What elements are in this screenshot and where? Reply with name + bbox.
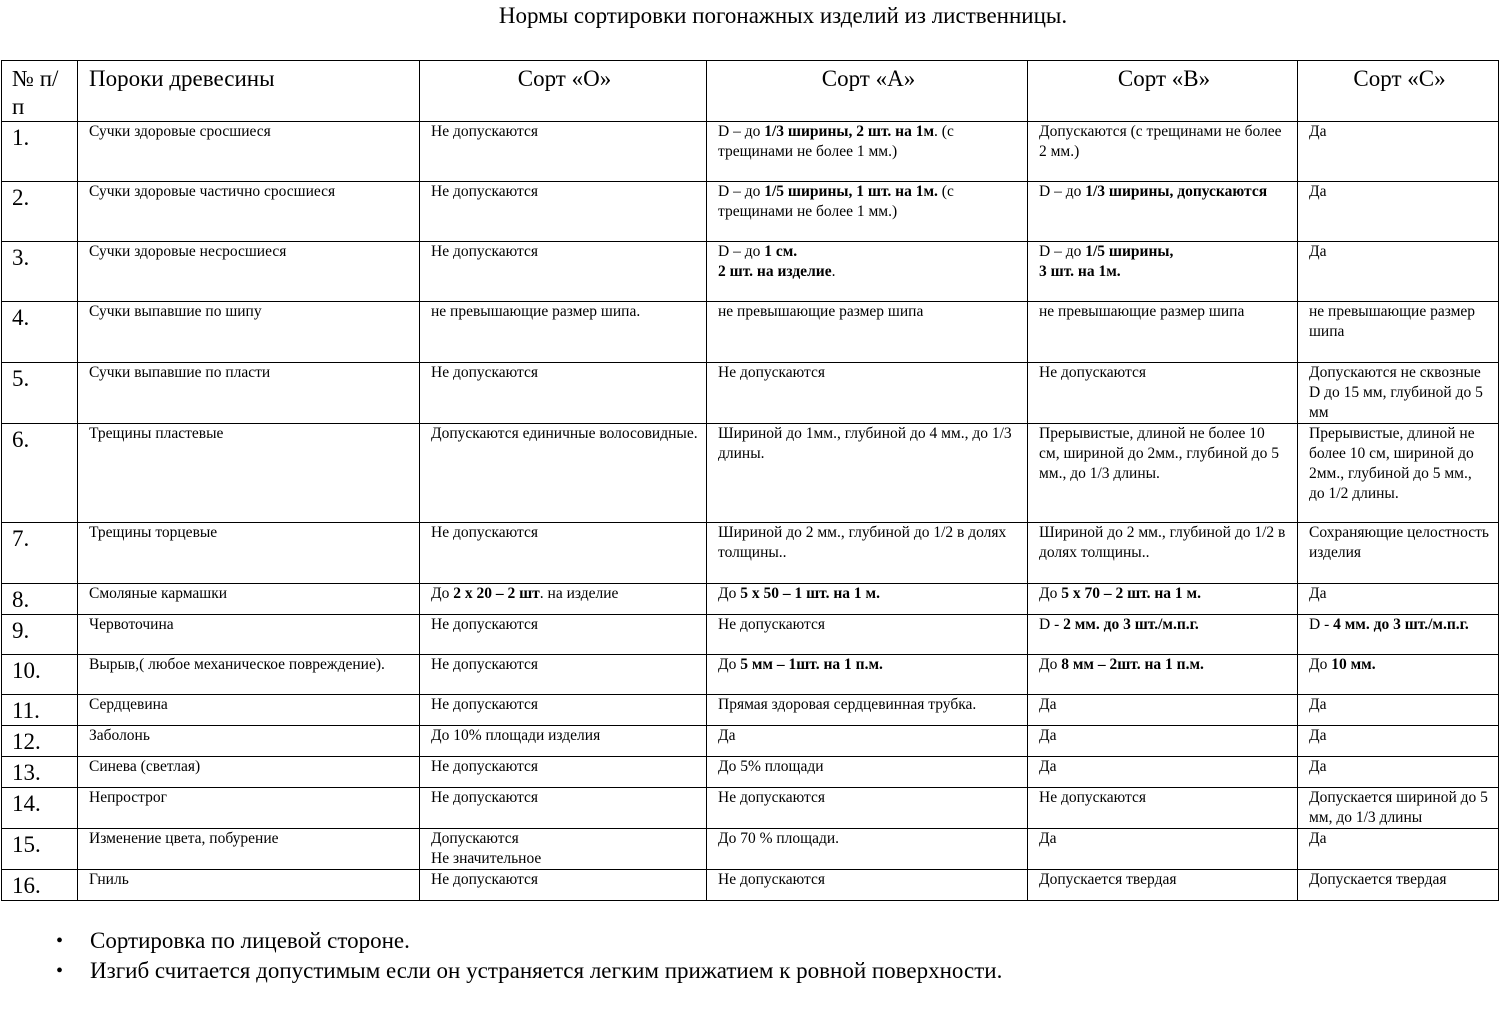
grade-b-cell bbox=[1028, 655, 1298, 695]
cell-text-fragment: Не значительное bbox=[431, 850, 542, 867]
grade-a-cell bbox=[707, 695, 1028, 726]
cell-text-fragment: До bbox=[1309, 656, 1332, 673]
cell-text-fragment: Прерывистые, длиной не более 10 см, шириной до 2мм., глубиной до 5 мм., до 1/3 длины. bbox=[1039, 425, 1279, 482]
table-row bbox=[2, 695, 1499, 726]
grade-a-cell bbox=[707, 757, 1028, 788]
cell-text-fragment: Допускается твердая bbox=[1309, 871, 1447, 888]
defect-name: Смоляные кармашки bbox=[78, 584, 420, 615]
grade-a-cell bbox=[707, 870, 1028, 901]
grade-o-cell bbox=[420, 584, 707, 615]
cell-text-fragment: Да bbox=[1309, 585, 1327, 602]
grade-c-cell bbox=[1298, 788, 1499, 829]
cell-text-fragment: . на изделие bbox=[539, 585, 619, 602]
cell-text-fragment: Допускаются не сквозные D до 15 мм, глубиной до 5 мм bbox=[1309, 364, 1483, 421]
row-number: 14. bbox=[2, 788, 78, 829]
cell-text-fragment: 10 мм. bbox=[1331, 656, 1376, 673]
defect-name: Сучки здоровые частично сросшиеся bbox=[78, 182, 420, 242]
grade-c-cell bbox=[1298, 655, 1499, 695]
grade-o-cell bbox=[420, 870, 707, 901]
header-defect: Пороки древесины bbox=[78, 61, 420, 122]
cell-text-fragment: Да bbox=[1309, 830, 1327, 847]
grade-o-cell bbox=[420, 726, 707, 757]
grade-b-cell bbox=[1028, 584, 1298, 615]
grade-b-cell bbox=[1028, 242, 1298, 302]
defect-name: Трещины торцевые bbox=[78, 523, 420, 584]
cell-text-fragment: Не допускаются bbox=[431, 758, 539, 775]
cell-text-fragment: 2 х 20 – 2 шт bbox=[453, 585, 540, 602]
grade-a-cell bbox=[707, 182, 1028, 242]
table-row bbox=[2, 302, 1499, 363]
cell-text-fragment: Да bbox=[1039, 830, 1057, 847]
cell-text-fragment: не превышающие размер шипа bbox=[1309, 303, 1476, 340]
cell-text-fragment: Допускаются единичные волосовидные. bbox=[431, 425, 698, 442]
cell-text-fragment: Да bbox=[1309, 183, 1327, 200]
cell-text-fragment: 5 х 70 – 2 шт. на 1 м. bbox=[1061, 585, 1201, 602]
grade-b-cell bbox=[1028, 424, 1298, 523]
header-grade-b: Сорт «В» bbox=[1028, 61, 1298, 122]
grade-c-cell bbox=[1298, 695, 1499, 726]
grade-a-cell bbox=[707, 788, 1028, 829]
cell-text-fragment: не превышающие размер шипа bbox=[1039, 303, 1245, 320]
cell-text-fragment: Не допускаются bbox=[431, 696, 539, 713]
note-text: Изгиб считается допустимым если он устраняется легким прижатием к ровной поверхности. bbox=[90, 958, 1003, 983]
cell-text-fragment: D – до bbox=[718, 183, 765, 200]
row-number: 10. bbox=[2, 655, 78, 695]
grade-c-cell bbox=[1298, 584, 1499, 615]
grade-o-cell bbox=[420, 242, 707, 302]
grade-b-cell bbox=[1028, 122, 1298, 182]
table-row bbox=[2, 182, 1499, 242]
cell-text-fragment: Шириной до 2 мм., глубиной до 1/2 в долях толщины.. bbox=[718, 524, 1007, 561]
cell-text-fragment: D – до bbox=[1039, 243, 1086, 260]
table-row bbox=[2, 584, 1499, 615]
grade-a-cell bbox=[707, 726, 1028, 757]
grade-c-cell bbox=[1298, 122, 1499, 182]
grade-a-cell bbox=[707, 424, 1028, 523]
cell-text-fragment: 3 шт. на 1м. bbox=[1039, 263, 1121, 280]
cell-text-fragment: Шириной до 2 мм., глубиной до 1/2 в долях толщины.. bbox=[1039, 524, 1286, 561]
cell-text-fragment: До bbox=[431, 585, 454, 602]
cell-text-fragment: D – до bbox=[718, 123, 765, 140]
header-grade-o: Сорт «О» bbox=[420, 61, 707, 122]
cell-text-fragment: Прямая здоровая сердцевинная трубка. bbox=[718, 696, 977, 713]
grade-o-cell bbox=[420, 302, 707, 363]
cell-text-fragment: 1 см. bbox=[764, 243, 798, 260]
grade-o-cell bbox=[420, 523, 707, 584]
cell-text-fragment: До 10% площади изделия bbox=[431, 727, 601, 744]
cell-text-fragment: Допускается шириной до 5 мм, до 1/3 длины bbox=[1309, 789, 1488, 826]
cell-text-fragment: 8 мм – 2шт. на 1 п.м. bbox=[1061, 656, 1204, 673]
cell-text-fragment: не превышающие размер шипа. bbox=[431, 303, 641, 320]
grade-c-cell bbox=[1298, 615, 1499, 655]
cell-text-fragment: Не допускаются bbox=[431, 656, 539, 673]
table-header-row bbox=[2, 61, 1499, 122]
sorting-norms-table bbox=[1, 60, 1499, 901]
header-grade-a: Сорт «А» bbox=[707, 61, 1028, 122]
cell-text-fragment: Да bbox=[1039, 727, 1057, 744]
grade-o-cell bbox=[420, 695, 707, 726]
table-row bbox=[2, 870, 1499, 901]
cell-text-fragment: D – до bbox=[718, 243, 765, 260]
grade-a-cell bbox=[707, 363, 1028, 424]
cell-text-fragment: 5 мм – 1шт. на 1 п.м. bbox=[740, 656, 883, 673]
table-row bbox=[2, 726, 1499, 757]
defect-name: Сучки выпавшие по шипу bbox=[78, 302, 420, 363]
cell-text-fragment: Не допускаются bbox=[1039, 789, 1147, 806]
cell-text-fragment: Да bbox=[1309, 123, 1327, 140]
grade-c-cell bbox=[1298, 363, 1499, 424]
table-row bbox=[2, 242, 1499, 302]
header-number: № п/п bbox=[2, 61, 78, 122]
defect-name: Червоточина bbox=[78, 615, 420, 655]
note-item bbox=[56, 956, 1002, 986]
row-number: 1. bbox=[2, 122, 78, 182]
cell-text-fragment: Да bbox=[1309, 727, 1327, 744]
cell-text-fragment: 1/3 ширины, 2 шт. на 1м bbox=[764, 123, 935, 140]
grade-b-cell bbox=[1028, 726, 1298, 757]
row-number: 9. bbox=[2, 615, 78, 655]
defect-name: Синева (светлая) bbox=[78, 757, 420, 788]
grade-c-cell bbox=[1298, 242, 1499, 302]
cell-text-fragment: 1/5 ширины, bbox=[1085, 243, 1174, 260]
cell-text-fragment: Не допускаются bbox=[1039, 364, 1147, 381]
cell-text-fragment: Да bbox=[1039, 696, 1057, 713]
cell-text-fragment: Да bbox=[718, 727, 736, 744]
defect-name: Непрострог bbox=[78, 788, 420, 829]
grade-a-cell bbox=[707, 523, 1028, 584]
cell-text-fragment: Не допускаются bbox=[431, 183, 539, 200]
cell-text-fragment: До 70 % площади. bbox=[718, 830, 840, 847]
grade-a-cell bbox=[707, 242, 1028, 302]
cell-text-fragment: Да bbox=[1309, 696, 1327, 713]
cell-text-fragment: Не допускаются bbox=[431, 364, 539, 381]
cell-text-fragment: изделия bbox=[1309, 544, 1362, 561]
grade-o-cell bbox=[420, 829, 707, 870]
cell-text-fragment: До bbox=[718, 585, 741, 602]
cell-text-fragment: Не допускаются bbox=[431, 123, 539, 140]
document-title: Нормы сортировки погонажных изделий из лиственницы. bbox=[498, 3, 1068, 28]
cell-text-fragment: Не допускаются bbox=[431, 524, 539, 541]
grade-c-cell bbox=[1298, 829, 1499, 870]
row-number: 13. bbox=[2, 757, 78, 788]
cell-text-fragment: Да bbox=[1309, 243, 1327, 260]
table-row bbox=[2, 363, 1499, 424]
row-number: 7. bbox=[2, 523, 78, 584]
row-number: 6. bbox=[2, 424, 78, 523]
grade-o-cell bbox=[420, 757, 707, 788]
table-row bbox=[2, 829, 1499, 870]
grade-o-cell bbox=[420, 122, 707, 182]
grade-c-cell bbox=[1298, 870, 1499, 901]
cell-text-fragment: Не допускаются bbox=[718, 616, 826, 633]
defect-name: Гниль bbox=[78, 870, 420, 901]
grade-b-cell bbox=[1028, 302, 1298, 363]
cell-text-fragment: Прерывистые, длиной не более 10 см, шириной до 2мм., глубиной до 5 мм., до 1/2 длины. bbox=[1309, 425, 1475, 502]
table-row bbox=[2, 655, 1499, 695]
notes-list bbox=[56, 926, 1002, 986]
row-number: 4. bbox=[2, 302, 78, 363]
table-row bbox=[2, 615, 1499, 655]
grade-b-cell bbox=[1028, 695, 1298, 726]
table-row bbox=[2, 122, 1499, 182]
grade-b-cell bbox=[1028, 870, 1298, 901]
table-row bbox=[2, 424, 1499, 523]
grade-o-cell bbox=[420, 363, 707, 424]
row-number: 11. bbox=[2, 695, 78, 726]
row-number: 8. bbox=[2, 584, 78, 615]
grade-c-cell bbox=[1298, 726, 1499, 757]
bullet-icon: • bbox=[56, 930, 64, 952]
grade-a-cell bbox=[707, 615, 1028, 655]
cell-text-fragment: D - bbox=[1039, 616, 1064, 633]
row-number: 16. bbox=[2, 870, 78, 901]
cell-text-fragment: Не допускаются bbox=[718, 364, 826, 381]
grade-b-cell bbox=[1028, 363, 1298, 424]
cell-text-fragment: не превышающие размер шипа bbox=[718, 303, 924, 320]
cell-text-fragment: Не допускаются bbox=[431, 243, 539, 260]
grade-a-cell bbox=[707, 584, 1028, 615]
defect-name: Вырыв,( любое механическое повреждение). bbox=[78, 655, 420, 695]
cell-text-fragment: Шириной до 1мм., глубиной до 4 мм., до 1/3 длины. bbox=[718, 425, 1012, 462]
cell-text-fragment: Да bbox=[1309, 758, 1327, 775]
row-number: 2. bbox=[2, 182, 78, 242]
cell-text-fragment: D - bbox=[1309, 616, 1334, 633]
grade-o-cell bbox=[420, 655, 707, 695]
defect-name: Заболонь bbox=[78, 726, 420, 757]
grade-c-cell bbox=[1298, 424, 1499, 523]
cell-text-fragment: 1/5 ширины, 1 шт. на 1м. bbox=[764, 183, 938, 200]
cell-text-fragment: 5 х 50 – 1 шт. на 1 м. bbox=[740, 585, 880, 602]
header-grade-c: Сорт «С» bbox=[1298, 61, 1499, 122]
grade-b-cell bbox=[1028, 182, 1298, 242]
note-text: Сортировка по лицевой стороне. bbox=[90, 928, 410, 953]
grade-o-cell bbox=[420, 615, 707, 655]
cell-text-fragment: 4 мм. до 3 шт./м.п.г. bbox=[1333, 616, 1469, 633]
cell-text-fragment: D – до bbox=[1039, 183, 1086, 200]
row-number: 5. bbox=[2, 363, 78, 424]
grade-b-cell bbox=[1028, 757, 1298, 788]
cell-text-fragment: 1/3 ширины, допускаются bbox=[1085, 183, 1268, 200]
grade-o-cell bbox=[420, 182, 707, 242]
grade-b-cell bbox=[1028, 788, 1298, 829]
cell-text-fragment: 2 шт. на изделие bbox=[718, 263, 832, 280]
cell-text-fragment: Не допускаются bbox=[431, 871, 539, 888]
defect-name: Сучки здоровые несросшиеся bbox=[78, 242, 420, 302]
defect-name: Сердцевина bbox=[78, 695, 420, 726]
defect-name: Сучки здоровые сросшиеся bbox=[78, 122, 420, 182]
grade-a-cell bbox=[707, 829, 1028, 870]
grade-c-cell bbox=[1298, 182, 1499, 242]
table-row bbox=[2, 523, 1499, 584]
row-number: 15. bbox=[2, 829, 78, 870]
row-number: 12. bbox=[2, 726, 78, 757]
cell-text-fragment: . (с трещинами не более 1 мм.) bbox=[718, 123, 954, 160]
bullet-icon: • bbox=[56, 960, 64, 982]
defect-name: Трещины пластевые bbox=[78, 424, 420, 523]
defect-name: Изменение цвета, побурение bbox=[78, 829, 420, 870]
cell-text-fragment: Сохраняющие целостность bbox=[1309, 524, 1489, 541]
table-row bbox=[2, 788, 1499, 829]
cell-text-fragment: . bbox=[831, 263, 836, 280]
cell-text-fragment: До 5% площади bbox=[718, 758, 824, 775]
cell-text-fragment: До bbox=[1039, 656, 1062, 673]
grade-b-cell bbox=[1028, 829, 1298, 870]
grade-a-cell bbox=[707, 122, 1028, 182]
cell-text-fragment: Не допускаются bbox=[431, 789, 539, 806]
table-row bbox=[2, 757, 1499, 788]
grade-c-cell bbox=[1298, 757, 1499, 788]
cell-text-fragment: Допускаются bbox=[431, 830, 519, 847]
cell-text-fragment: Допускается твердая bbox=[1039, 871, 1177, 888]
grade-b-cell bbox=[1028, 615, 1298, 655]
cell-text-fragment: До bbox=[1039, 585, 1062, 602]
cell-text-fragment: Не допускаются bbox=[718, 789, 826, 806]
note-item bbox=[56, 926, 1002, 956]
cell-text-fragment: Допускаются (с трещинами не более 2 мм.) bbox=[1039, 123, 1282, 160]
row-number: 3. bbox=[2, 242, 78, 302]
grade-a-cell bbox=[707, 655, 1028, 695]
defect-name: Сучки выпавшие по пласти bbox=[78, 363, 420, 424]
cell-text-fragment: Не допускаются bbox=[431, 616, 539, 633]
table-body bbox=[2, 122, 1499, 901]
cell-text-fragment: До bbox=[718, 656, 741, 673]
grade-c-cell bbox=[1298, 523, 1499, 584]
grade-c-cell bbox=[1298, 302, 1499, 363]
cell-text-fragment: Да bbox=[1039, 758, 1057, 775]
grade-a-cell bbox=[707, 302, 1028, 363]
grade-b-cell bbox=[1028, 523, 1298, 584]
grade-o-cell bbox=[420, 788, 707, 829]
cell-text-fragment: 2 мм. до 3 шт./м.п.г. bbox=[1063, 616, 1199, 633]
cell-text-fragment: Не допускаются bbox=[718, 871, 826, 888]
grade-o-cell bbox=[420, 424, 707, 523]
cell-text-fragment: (с трещинами не более 1 мм.) bbox=[718, 183, 954, 220]
